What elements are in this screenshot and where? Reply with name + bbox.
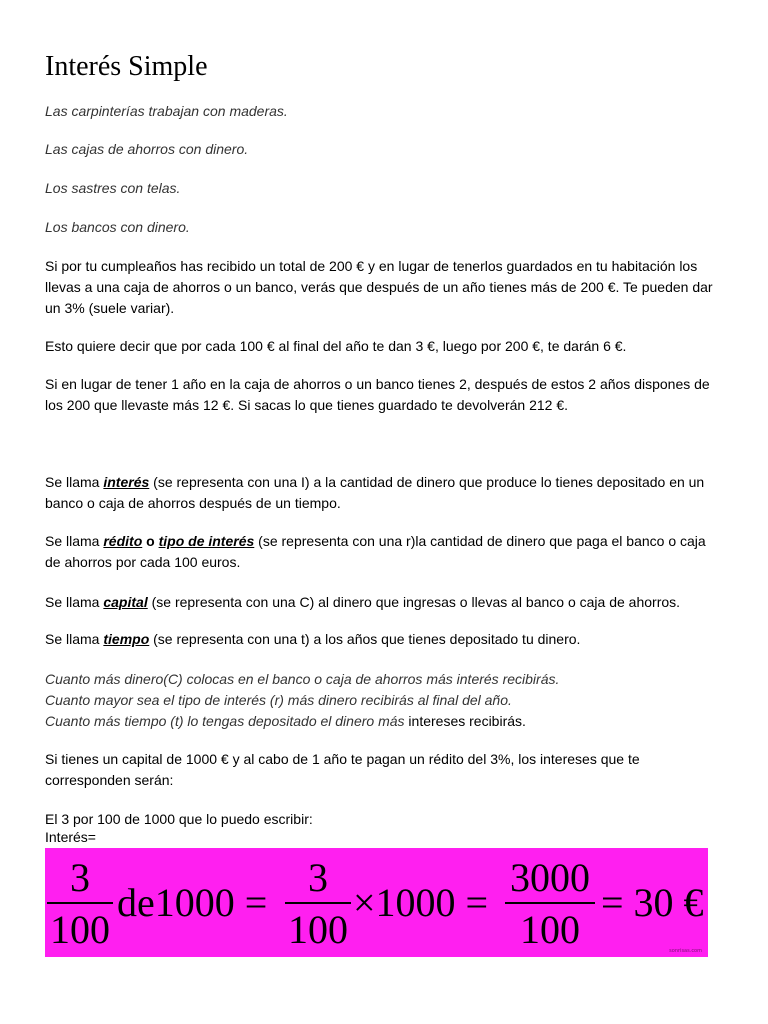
formula-times-1000: ×1000 = bbox=[353, 880, 489, 925]
intro-line-3: Los sastres con telas. bbox=[45, 180, 181, 196]
definition-prefix: Se llama bbox=[45, 594, 104, 610]
example-line-2: Interés= bbox=[45, 829, 96, 845]
fraction-denominator: 100 bbox=[50, 907, 110, 952]
definition-prefix: Se llama bbox=[45, 631, 104, 647]
intro-line-2: Las cajas de ahorros con dinero. bbox=[45, 141, 249, 157]
intro-line-4: Los bancos con dinero. bbox=[45, 219, 190, 235]
note-line-1: Cuanto más dinero(C) colocas en el banco o caja de ahorros más interés recibirás. bbox=[45, 671, 560, 687]
definition-text: (se representa con una I) a la cantidad de dinero que produce lo tienes depositado en un banco o caja de ahorros después de un tiempo. bbox=[45, 474, 705, 511]
formula-image bbox=[45, 848, 708, 957]
term-redito: rédito bbox=[103, 533, 143, 549]
fraction-denominator: 100 bbox=[520, 907, 580, 952]
formula-de-1000: de1000 = bbox=[117, 880, 268, 925]
paragraph-per-hundred: Esto quiere decir que por cada 100 € al final del año te dan 3 €, luego por 200 €, te darán 6 €. bbox=[45, 338, 627, 354]
definition-redito bbox=[45, 531, 720, 573]
term-tipo-de-interes: tipo de interés bbox=[158, 533, 255, 549]
example-paragraph: Si tienes un capital de 1000 € y al cabo de 1 año te pagan un rédito del 3%, los intereses que te corresponden serán: bbox=[45, 751, 640, 788]
page-title: Interés Simple bbox=[45, 51, 208, 82]
definition-prefix: Se llama bbox=[45, 474, 104, 490]
note-line-3-italic: Cuanto más tiempo (t) lo tengas depositado el dinero más bbox=[45, 713, 405, 729]
formula-result: = 30 € bbox=[601, 880, 704, 925]
fraction-numerator: 3000 bbox=[510, 855, 590, 900]
note-line-3 bbox=[45, 711, 720, 732]
term-capital: capital bbox=[103, 594, 148, 610]
fraction-3-over-100-b bbox=[285, 856, 351, 952]
paragraph-two-years: Si en lugar de tener 1 año en la caja de ahorros o un banco tienes 2, después de estos 2 años dispones de los 200 que llevaste más 12 €. Si sacas lo que tienes guardado te devolverán 212 €. bbox=[45, 376, 710, 413]
note-line-2: Cuanto mayor sea el tipo de interés (r) más dinero recibirás al final del año. bbox=[45, 692, 512, 708]
example-line-1: El 3 por 100 de 1000 que lo puedo escribir: bbox=[45, 811, 313, 827]
definition-interes bbox=[45, 472, 720, 514]
fraction-bar bbox=[285, 902, 351, 904]
definition-text: (se representa con una t) a los años que tienes depositado tu dinero. bbox=[149, 631, 581, 647]
note-line-3-plain: intereses recibirás. bbox=[404, 713, 526, 729]
fraction-3-over-100 bbox=[47, 856, 113, 952]
term-interes: interés bbox=[103, 474, 150, 490]
fraction-bar bbox=[47, 902, 113, 904]
paragraph-birthday: Si por tu cumpleaños has recibido un total de 200 € y en lugar de tenerlos guardados en tu habitación los llevas a una caja de ahorros o un banco, verás que después de un año tienes más de 200 €. Te pueden dar un 3% (suele variar). bbox=[45, 258, 713, 316]
definition-connector: o bbox=[142, 533, 159, 549]
definition-tiempo bbox=[45, 629, 720, 650]
fraction-bar bbox=[505, 902, 595, 904]
definition-text: (se representa con una C) al dinero que ingresas o llevas al banco o caja de ahorros. bbox=[147, 594, 681, 610]
fraction-numerator: 3 bbox=[308, 855, 328, 900]
definition-text: (se representa con una r)la cantidad de dinero que paga el banco o caja de ahorros por cada 100 euros. bbox=[45, 533, 706, 570]
fraction-3000-over-100 bbox=[505, 856, 595, 952]
intro-line-1: Las carpinterías trabajan con maderas. bbox=[45, 103, 288, 119]
definition-prefix: Se llama bbox=[45, 533, 104, 549]
term-tiempo: tiempo bbox=[103, 631, 150, 647]
fraction-denominator: 100 bbox=[288, 907, 348, 952]
fraction-numerator: 3 bbox=[70, 855, 90, 900]
definition-capital bbox=[45, 592, 720, 613]
formula-watermark: sonrisas.com bbox=[669, 948, 702, 954]
